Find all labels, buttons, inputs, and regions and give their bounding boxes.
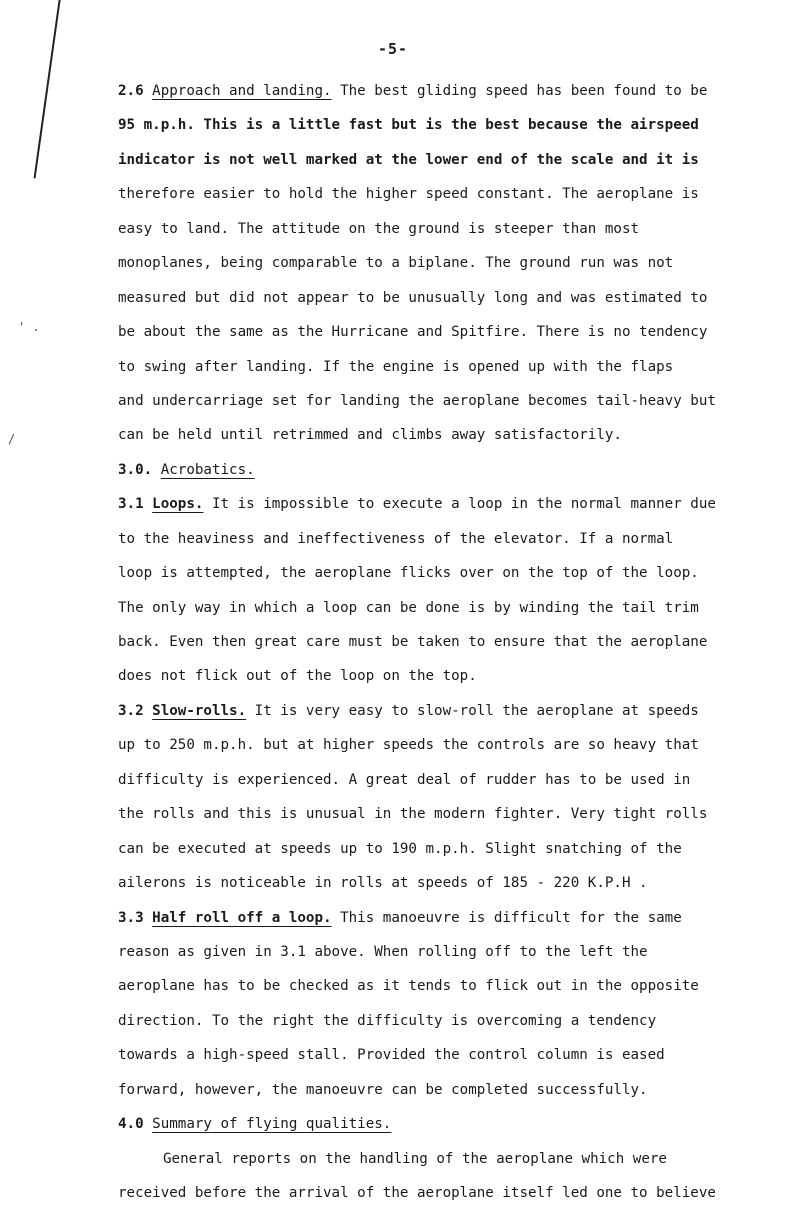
text-line: towards a high-speed stall. Provided the control column is eased [118, 1047, 665, 1064]
text-line: be about the same as the Hurricane and Spitfire. There is no tendency [118, 324, 708, 341]
section-number: 3.1 [118, 496, 153, 513]
text-line: to the heaviness and ineffectiveness of the elevator. If a normal [118, 530, 674, 547]
line-text: It is impossible to execute a loop in the normal manner due [203, 496, 716, 513]
section-number: 3.0. [118, 461, 161, 478]
text-line: therefore easier to hold the higher speed constant. The aeroplane is [118, 186, 699, 203]
text-line: back. Even then great care must be taken to ensure that the aeroplane [118, 634, 708, 650]
edge-mark: / [8, 432, 16, 446]
margin-line [34, 0, 62, 178]
text-line: received before the arrival of the aeroplane itself led one to believe [118, 1185, 716, 1201]
section-heading: Acrobatics. [160, 461, 255, 478]
section-number: 4.0 [118, 1116, 153, 1133]
document-body [118, 74, 748, 1210]
text-line: up to 250 m.p.h. but at higher speeds the controls are so heavy that [118, 737, 699, 754]
text-line: to swing after landing. If the engine is opened up with the flaps [118, 358, 674, 375]
text-line [118, 1107, 748, 1141]
text-line: easy to land. The attitude on the ground is steeper than most [118, 220, 640, 237]
text-line: and undercarriage set for landing the aeroplane becomes tail-heavy but [118, 392, 716, 409]
text-line: reason as given in 3.1 above. When rolling off to the left the [118, 943, 648, 960]
section-heading: Half roll off a loop. [152, 909, 332, 926]
line-text: It is very easy to slow-roll the aeroplane at speeds [246, 702, 699, 719]
text-line [118, 74, 748, 108]
section-number: 3.3 [118, 909, 153, 926]
text-line: aeroplane has to be checked as it tends to flick out in the opposite [118, 978, 699, 995]
text-line: difficulty is experienced. A great deal of rudder has to be used in [118, 771, 691, 788]
section-heading: Summary of flying qualities. [152, 1116, 392, 1133]
section-heading: Loops. [152, 496, 204, 513]
text-line: monoplanes, being comparable to a biplane. The ground run was not [118, 255, 674, 272]
section-heading: Slow-rolls. [152, 702, 247, 719]
section-number: 3.2 [118, 702, 153, 719]
text-line: measured but did not appear to be unusually long and was estimated to [118, 289, 708, 306]
line-text: The best gliding speed has been found to be [331, 83, 708, 99]
page-number: -5- [377, 40, 409, 58]
edge-mark: ' . [18, 320, 40, 334]
text-line: 95 m.p.h. This is a little fast but is the best because the airspeed [118, 117, 699, 134]
text-line [118, 694, 748, 728]
section-number: 2.6 [118, 83, 153, 99]
text-line: General reports on the handling of the aeroplane which were [163, 1150, 667, 1167]
text-line [118, 901, 748, 935]
text-line: indicator is not well marked at the lower end of the scale and it is [118, 151, 699, 168]
text-line: The only way in which a loop can be done is by winding the tail trim [118, 599, 699, 616]
section-heading: Approach and landing. [152, 83, 332, 99]
text-line: can be held until retrimmed and climbs away satisfactorily. [118, 427, 622, 444]
text-line: ailerons is noticeable in rolls at speeds of 185 - 220 K.P.H . [118, 875, 648, 892]
text-line: the rolls and this is unusual in the modern fighter. Very tight rolls [118, 806, 708, 823]
text-line: loop is attempted, the aeroplane flicks over on the top of the loop. [118, 565, 699, 582]
text-line: forward, however, the manoeuvre can be completed successfully. [118, 1081, 648, 1098]
text-line: direction. To the right the difficulty is overcoming a tendency [118, 1012, 657, 1029]
text-line: can be executed at speeds up to 190 m.p.h. Slight snatching of the [118, 840, 682, 857]
text-line: does not flick out of the loop on the top. [118, 668, 477, 685]
line-text: This manoeuvre is difficult for the same [331, 909, 682, 926]
text-line [118, 487, 748, 521]
text-line [118, 453, 748, 487]
